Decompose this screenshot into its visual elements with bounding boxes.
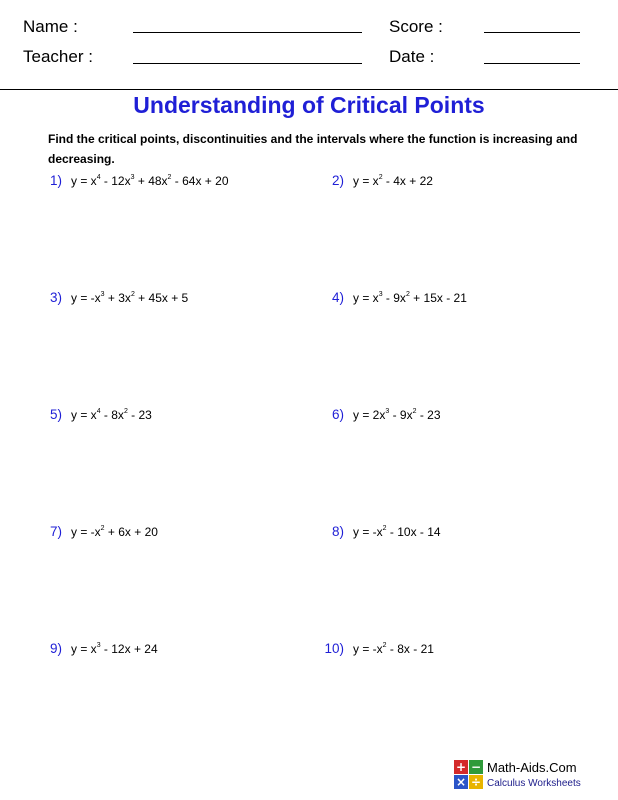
problem-9 xyxy=(40,641,158,657)
name-field[interactable] xyxy=(133,32,362,33)
problem-2 xyxy=(322,173,433,189)
page-title: Understanding of Critical Points xyxy=(133,92,485,118)
problem-number: 10) xyxy=(324,641,344,656)
problem-equation: $y = -x^2 - 8x - 21$ xyxy=(353,642,434,656)
problem-6 xyxy=(322,407,441,423)
problem-number: 6) xyxy=(331,407,344,422)
logo-subtitle: Calculus Worksheets xyxy=(487,778,581,789)
problem-equation: $y = x^4 - 8x^2 - 23$ xyxy=(71,408,152,422)
divide-icon: ÷ xyxy=(470,775,482,789)
problem-number: 2) xyxy=(331,173,344,188)
teacher-field[interactable] xyxy=(133,63,362,64)
problem-number: 1) xyxy=(49,173,62,188)
score-field[interactable] xyxy=(484,32,580,33)
teacher-label: Teacher : xyxy=(23,47,93,66)
score-label: Score : xyxy=(389,17,443,36)
problem-5 xyxy=(40,407,152,423)
problem-equation: $y = x^3 - 12x + 24$ xyxy=(71,642,158,656)
problem-equation: $y = 2x^3 - 9x^2 - 23$ xyxy=(353,408,441,422)
problem-8 xyxy=(322,524,441,540)
problem-equation: $y = x^4 - 12x^3 + 48x^2 - 64x + 20$ xyxy=(71,174,229,188)
problem-number: 3) xyxy=(49,290,62,305)
problem-equation: $y = x^3 - 9x^2 + 15x - 21$ xyxy=(353,291,467,305)
problem-number: 8) xyxy=(331,524,344,539)
date-label: Date : xyxy=(389,47,435,66)
date-field[interactable] xyxy=(484,63,580,64)
name-label: Name : xyxy=(23,17,78,36)
math-aids-logo xyxy=(454,758,614,794)
problem-equation: $y = -x^2 - 10x - 14$ xyxy=(353,525,441,539)
problem-10 xyxy=(322,641,434,657)
problem-equation: $y = -x^2 + 6x + 20$ xyxy=(71,525,158,539)
problem-number: 9) xyxy=(49,641,62,656)
problem-number: 4) xyxy=(331,290,344,305)
problem-equation: $y = -x^3 + 3x^2 + 45x + 5$ xyxy=(71,291,189,305)
minus-icon: − xyxy=(470,760,482,774)
instructions: Find the critical points, discontinuities and the intervals where the function is increasing and decreasing. xyxy=(48,132,578,166)
problem-4 xyxy=(322,290,467,306)
problem-number: 5) xyxy=(49,407,62,422)
arithmetic-symbols-icon xyxy=(454,760,484,790)
problem-equation: $y = x^2 - 4x + 22$ xyxy=(353,174,433,188)
problem-number: 7) xyxy=(49,524,62,539)
times-icon: × xyxy=(455,775,467,789)
problem-7 xyxy=(40,524,158,540)
problem-3 xyxy=(40,290,188,306)
logo-name: Math-Aids.Com xyxy=(487,760,577,775)
plus-icon: + xyxy=(455,760,467,774)
problem-1 xyxy=(40,173,229,189)
